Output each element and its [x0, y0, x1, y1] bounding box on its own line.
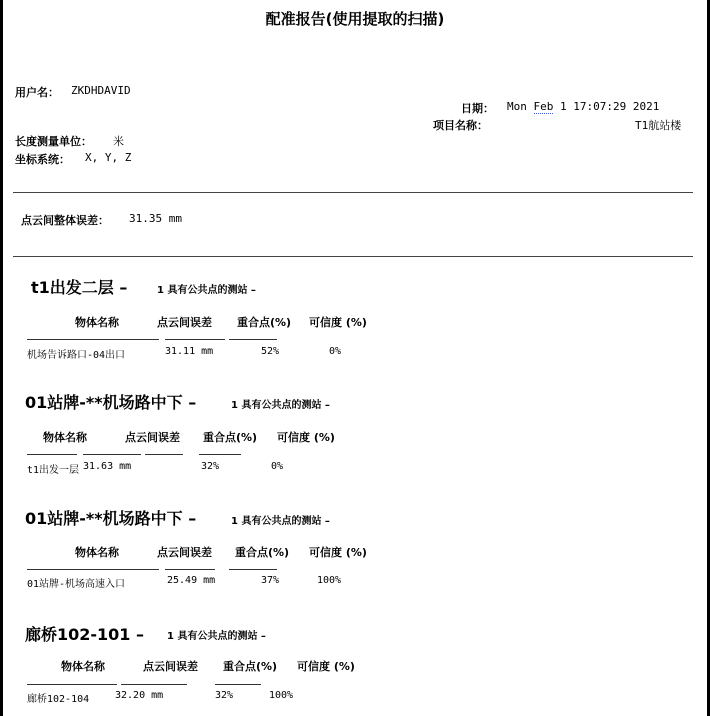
row-error: 25.49 mm — [167, 575, 216, 586]
unit-label: 长度测量单位： — [15, 135, 92, 148]
unit-value: 米 — [113, 135, 124, 148]
col-header-confidence: 可信度 (%) — [309, 546, 367, 559]
row-overlap: 52% — [261, 346, 280, 357]
col-header-name: 物体名称 — [43, 431, 87, 444]
col-header-name: 物体名称 — [61, 660, 105, 673]
col-header-overlap: 重合点(%) — [223, 660, 278, 673]
cell-underline — [121, 684, 187, 685]
cell-underline — [229, 339, 277, 340]
section-subtitle: 1 具有公共点的测站 – — [231, 516, 330, 527]
col-header-confidence: 可信度 (%) — [277, 431, 335, 444]
row-name: 廊桥102-104 — [27, 694, 90, 705]
row-error: 32.20 mm — [115, 690, 164, 701]
section-subtitle: 1 具有公共点的测站 – — [167, 631, 266, 642]
row-name: t1出发一层 — [27, 465, 80, 476]
cell-underline — [83, 454, 141, 455]
col-header-confidence: 可信度 (%) — [309, 316, 367, 329]
cell-underline — [215, 684, 261, 685]
col-header-error: 点云间误差 — [157, 546, 212, 559]
section-title: 01站牌-**机场路中下 – — [25, 393, 197, 412]
section-title: 廊桥102-101 – — [25, 625, 145, 644]
col-header-overlap: 重合点(%) — [203, 431, 258, 444]
divider-bottom — [13, 256, 693, 257]
col-header-confidence: 可信度 (%) — [297, 660, 355, 673]
coord-value: X, Y, Z — [85, 151, 132, 164]
coord-label: 坐标系统： — [15, 153, 70, 166]
project-label: 项目名称： — [433, 119, 488, 132]
cell-underline — [27, 684, 117, 685]
row-overlap: 37% — [261, 575, 280, 586]
col-header-name: 物体名称 — [75, 316, 119, 329]
row-confidence: 100% — [317, 575, 342, 586]
date-label: 日期： — [461, 102, 494, 115]
col-header-name: 物体名称 — [75, 546, 119, 559]
cell-underline — [165, 339, 225, 340]
section-subtitle: 1 具有公共点的测站 – — [157, 285, 256, 296]
row-confidence: 0% — [329, 346, 342, 357]
user-label: 用户名： — [15, 86, 59, 99]
user-value: ZKDHDAVID — [71, 84, 131, 97]
date-value: Mon Feb 1 17:07:29 2021 — [507, 100, 660, 113]
row-confidence: 0% — [271, 461, 284, 472]
cell-underline — [199, 454, 241, 455]
col-header-error: 点云间误差 — [125, 431, 180, 444]
col-header-overlap: 重合点(%) — [235, 546, 290, 559]
row-error: 31.11 mm — [165, 346, 214, 357]
row-error: 31.63 mm — [83, 461, 132, 472]
row-confidence: 100% — [269, 690, 294, 701]
row-name: 01站牌-机场高速入口 — [27, 579, 126, 590]
overall-error-label: 点云间整体误差： — [21, 214, 109, 227]
section-title: t1出发二层 – — [31, 278, 128, 297]
cell-underline — [27, 454, 77, 455]
row-overlap: 32% — [201, 461, 220, 472]
section-title: 01站牌-**机场路中下 – — [25, 509, 197, 528]
col-header-overlap: 重合点(%) — [237, 316, 292, 329]
divider-top — [13, 192, 693, 193]
cell-underline — [229, 569, 277, 570]
col-header-error: 点云间误差 — [143, 660, 198, 673]
cell-underline — [27, 569, 159, 570]
cell-underline — [145, 454, 183, 455]
cell-underline — [27, 339, 159, 340]
row-overlap: 32% — [215, 690, 234, 701]
date-month: Feb — [533, 100, 554, 113]
section-subtitle: 1 具有公共点的测站 – — [231, 400, 330, 411]
report-page — [3, 0, 707, 716]
report-title: 配准报告(使用提取的扫描) — [265, 10, 445, 28]
project-value: T1航站楼 — [635, 119, 682, 132]
row-name: 机场告诉路口-04出口 — [27, 350, 126, 361]
cell-underline — [165, 569, 215, 570]
overall-error-value: 31.35 mm — [129, 212, 182, 225]
col-header-error: 点云间误差 — [157, 316, 212, 329]
